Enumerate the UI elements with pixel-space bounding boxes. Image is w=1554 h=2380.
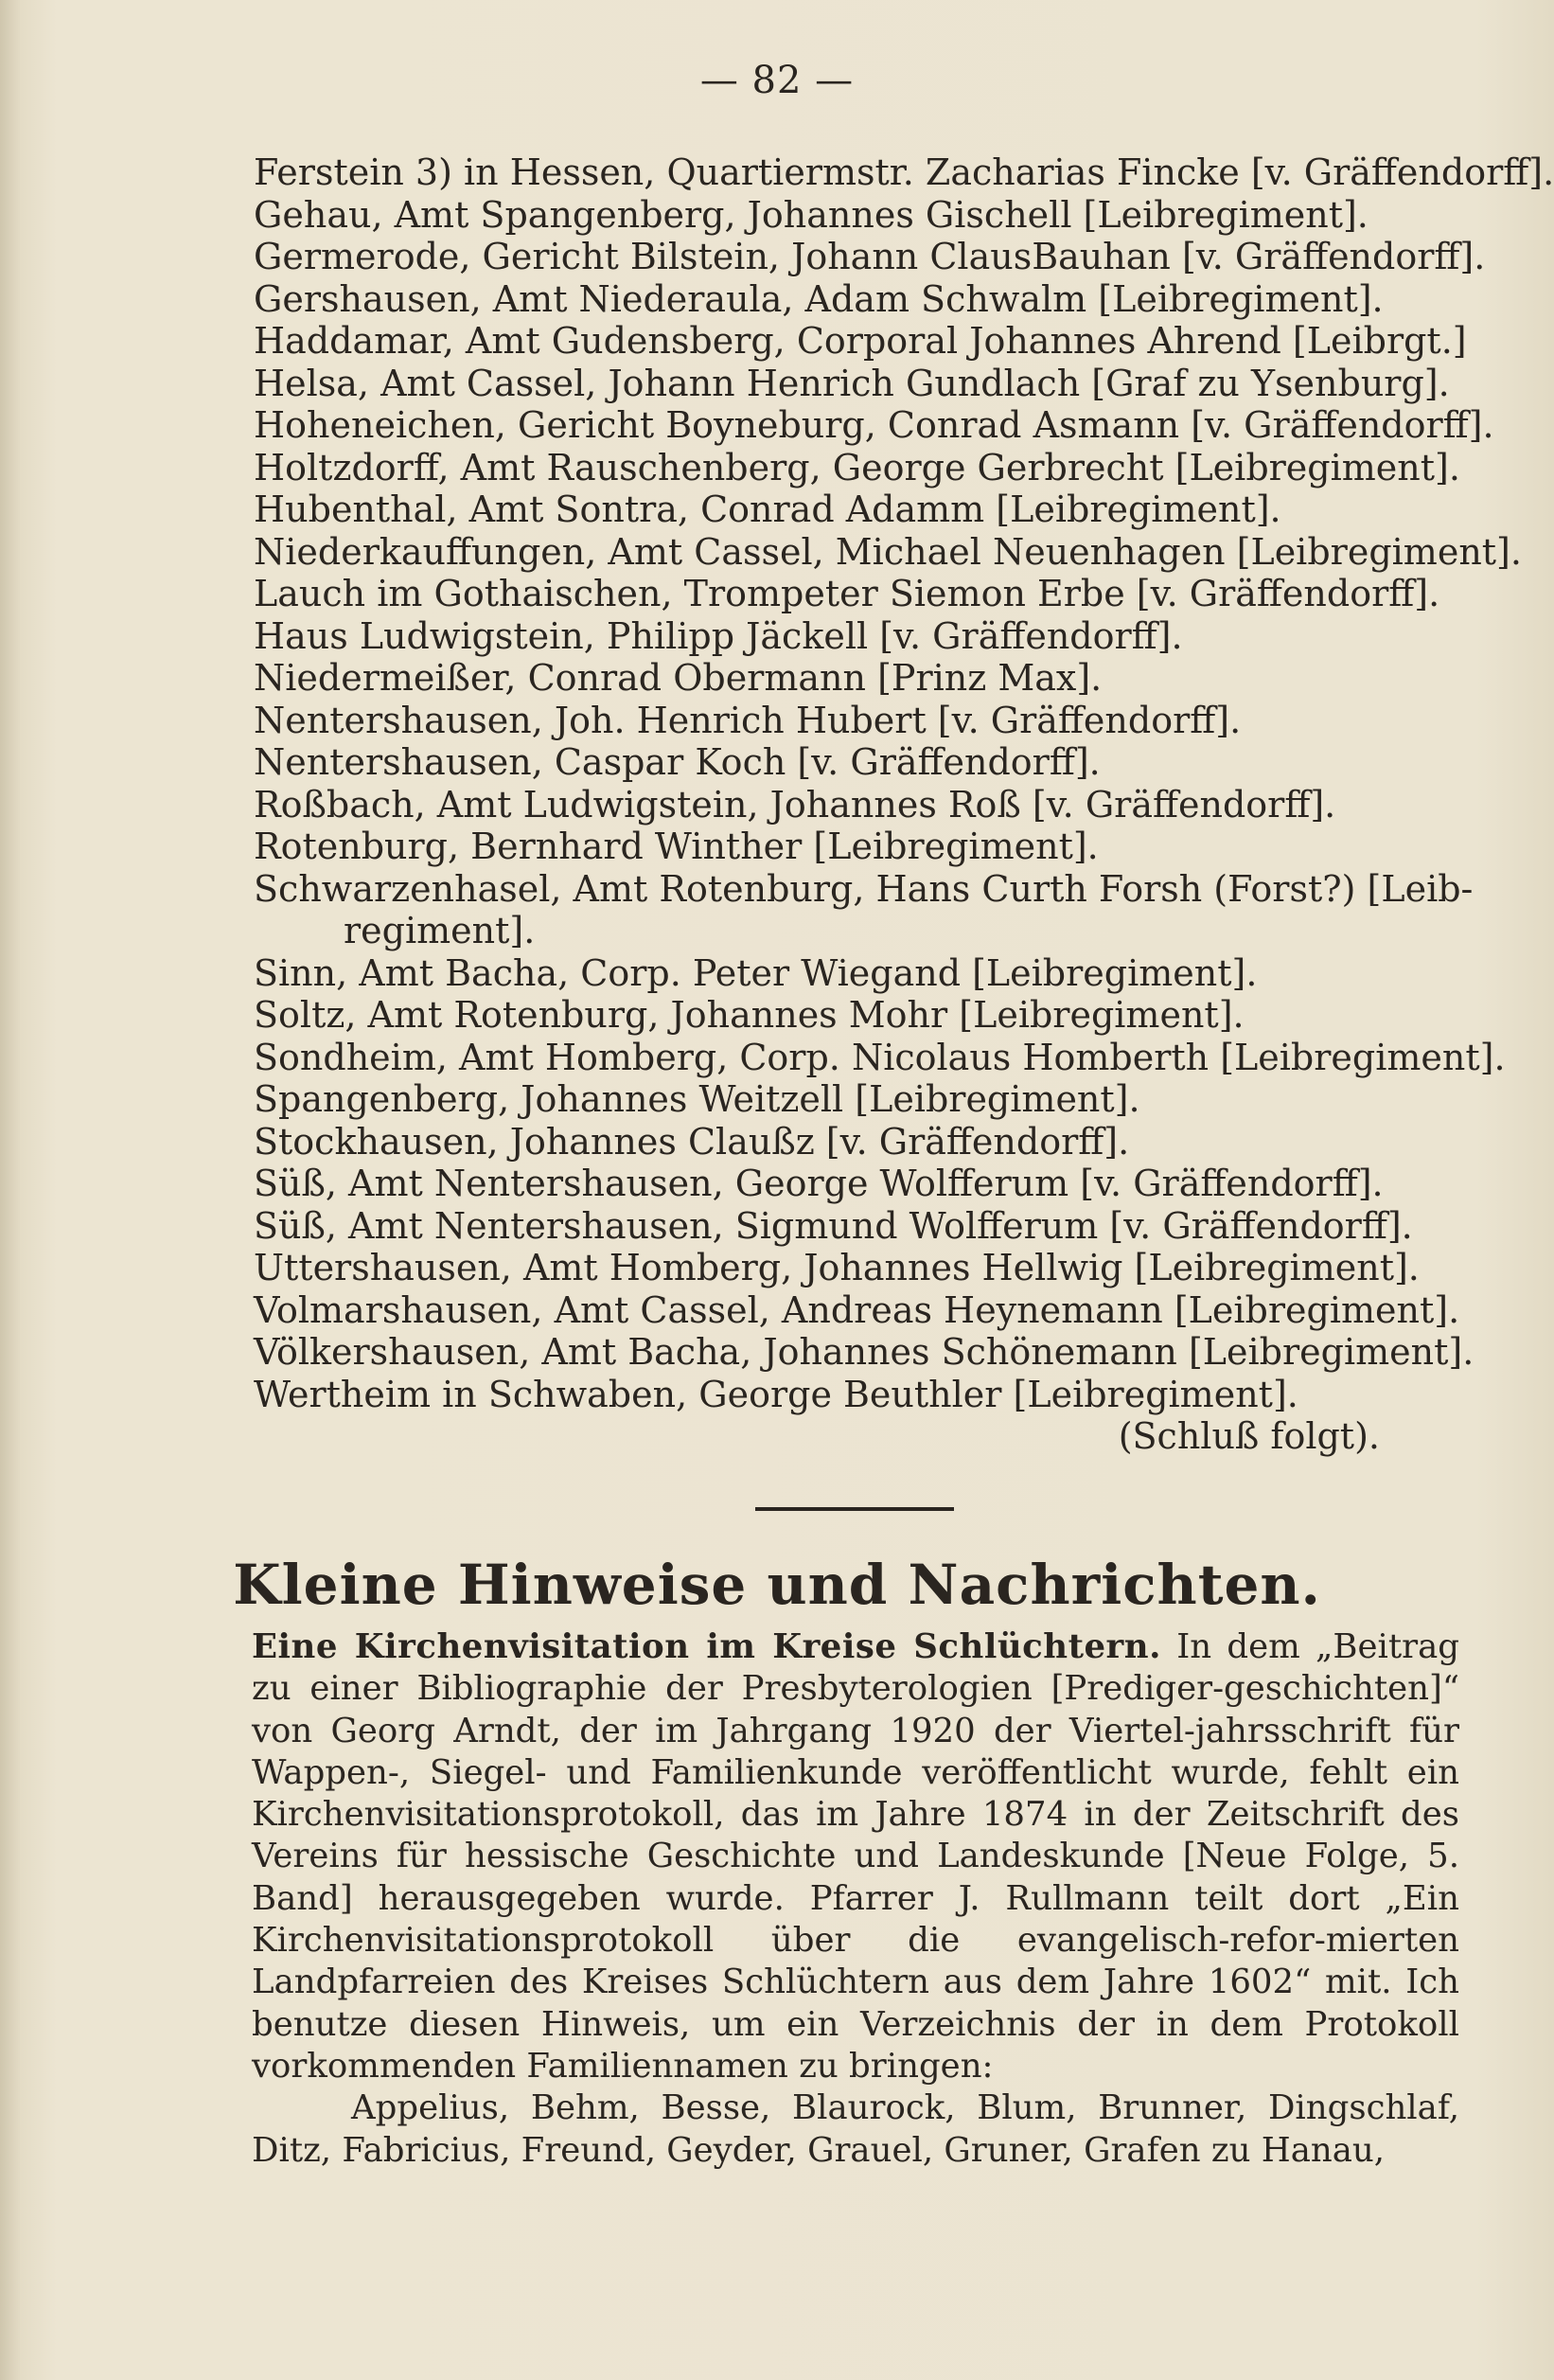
list-entry: Sinn, Amt Bacha, Corp. Peter Wiegand [Leibregiment].: [254, 951, 1258, 994]
list-entry: Hoheneichen, Gericht Boyneburg, Conrad Asmann [v. Gräffendorff].: [254, 404, 1494, 446]
list-entry: Roßbach, Amt Ludwigstein, Johannes Roß [v. Gräffendorff].: [254, 783, 1336, 826]
page-number: — 82 —: [699, 59, 855, 102]
list-entry: Holtzdorff, Amt Rauschenberg, George Gerbrecht [Leibregiment].: [254, 446, 1460, 488]
section-title: Kleine Hinweise und Nachrichten.: [233, 1553, 1321, 1617]
list-entry: Gershausen, Amt Niederaula, Adam Schwalm [Leibregiment].: [254, 277, 1384, 320]
list-entry: Ferstein 3) in Hessen, Quartiermstr. Zacharias Fincke [v. Gräffendorff].: [254, 151, 1554, 193]
list-entry: Süß, Amt Nentershausen, George Wolfferum [v. Gräffendorff].: [254, 1163, 1384, 1204]
list-entry: Sondheim, Amt Homberg, Corp. Nicolaus Homberth [Leibregiment].: [254, 1036, 1506, 1078]
name-list: [254, 151, 1554, 1458]
list-entry: Süß, Amt Nentershausen, Sigmund Wolfferum [v. Gräffendorff].: [254, 1204, 1413, 1247]
list-entry: Helsa, Amt Cassel, Johann Henrich Gundlach [Graf zu Ysenburg].: [254, 362, 1450, 404]
list-entry: Volmarshausen, Amt Cassel, Andreas Heynemann [Leibregiment].: [254, 1288, 1460, 1331]
article-paragraph: [252, 1626, 1459, 2087]
list-entry: Spangenberg, Johannes Weitzell [Leibregiment].: [254, 1078, 1140, 1120]
list-entry-continuation: regiment].: [344, 910, 536, 951]
list-entry: Völkershausen, Amt Bacha, Johannes Schönemann [Leibregiment].: [254, 1331, 1475, 1373]
list-entry: Germerode, Gericht Bilstein, Johann ClausBauhan [v. Gräffendorff].: [254, 236, 1486, 277]
list-entry: Niedermeißer, Conrad Obermann [Prinz Max].: [254, 657, 1103, 699]
list-entry: Nentershausen, Caspar Koch [v. Gräffendorff].: [254, 741, 1101, 783]
article-lead-title: Eine Kirchenvisitation im Kreise Schlüchtern.: [252, 1627, 1161, 1666]
family-names: Appelius, Behm, Besse, Blaurock, Blum, Brunner, Dingschlaf, Ditz, Fabricius, Freund, Geyder, Grauel, Gruner, Grafen zu Hanau,: [252, 2088, 1459, 2170]
article-body: In dem „Beitrag zu einer Bibliographie der Presbyterologien [Prediger-geschichten]“ von Georg Arndt, der im Jahrgang 1920 der Viertel-jahrsschrift für Wappen-, Siegel- und Familienkunde veröffentlicht wurde, fehlt ein Kirchenvisitationsprotokoll, das im Jahre 1874 in der Zeitschrift des Vereins für hessische Geschichte und Landeskunde [Neue Folge, 5. Band] herausgegeben wurde. Pfarrer J. Rullmann teilt dort „Ein Kirchenvisitationsprotokoll über die evangelisch-refor-mierten Landpfarreien des Kreises Schlüchtern aus dem Jahre 1602“ mit. Ich benutze diesen Hinweis, um ein Verzeichnis der in dem Protokoll vorkommenden Familiennamen zu bringen:: [252, 1627, 1459, 2086]
article: [252, 1626, 1459, 2172]
continuation-note: (Schluß folgt).: [1118, 1415, 1380, 1457]
list-entry: Wertheim in Schwaben, George Beuthler [Leibregiment].: [254, 1373, 1298, 1415]
list-entry: Haddamar, Amt Gudensberg, Corporal Johannes Ahrend [Leibrgt.]: [254, 320, 1467, 362]
list-entry: Haus Ludwigstein, Philipp Jäckell [v. Gräffendorff].: [254, 614, 1183, 657]
list-entry: Soltz, Amt Rotenburg, Johannes Mohr [Leibregiment].: [254, 994, 1245, 1036]
list-entry: Nentershausen, Joh. Henrich Hubert [v. Gräffendorff].: [254, 699, 1242, 741]
list-entry: Schwarzenhasel, Amt Rotenburg, Hans Curth Forsh (Forst?) [Leib-: [254, 867, 1474, 910]
list-entry: Rotenburg, Bernhard Winther [Leibregiment].: [254, 826, 1099, 867]
section-divider: [755, 1507, 954, 1511]
list-entry: Uttershausen, Amt Homberg, Johannes Hellwig [Leibregiment].: [254, 1247, 1420, 1288]
list-entry: Gehau, Amt Spangenberg, Johannes Gischell [Leibregiment].: [254, 193, 1369, 236]
list-entry: Stockhausen, Johannes Claußz [v. Gräffendorff].: [254, 1120, 1130, 1163]
list-entry: Lauch im Gothaischen, Trompeter Siemon Erbe [v. Gräffendorff].: [254, 573, 1440, 614]
list-entry: Niederkauffungen, Amt Cassel, Michael Neuenhagen [Leibregiment].: [254, 530, 1522, 573]
list-entry: Hubenthal, Amt Sontra, Conrad Adamm [Leibregiment].: [254, 488, 1281, 530]
